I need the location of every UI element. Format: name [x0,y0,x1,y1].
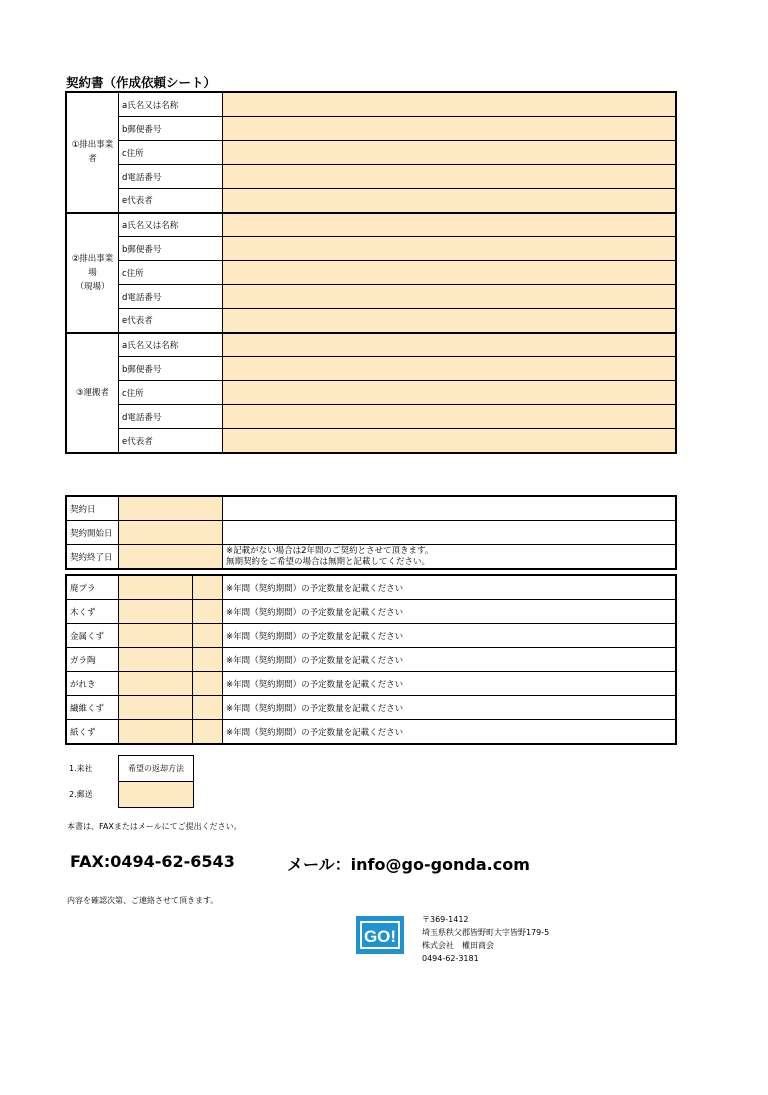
group-1-rep-input[interactable] [223,189,676,213]
submit-note: 本書は、FAXまたはメールにてご提出ください。 [67,822,242,831]
group-3-name-input[interactable] [223,333,676,357]
field-label: d電話番号 [119,165,223,189]
field-label: d電話番号 [119,285,223,309]
confirm-note: 内容を確認次第、ご連絡させて頂きます。 [67,896,219,905]
waste-unit-input[interactable] [193,576,223,600]
field-label: a氏名又は名称 [119,213,223,237]
group-2-address-input[interactable] [223,261,676,285]
field-label: d電話番号 [119,405,223,429]
waste-qty-input[interactable] [119,624,193,648]
logo-icon [356,916,404,954]
waste-note: ※年間（契約期間）の予定数量を記載ください [223,600,676,624]
return-method-table [118,755,194,808]
field-label: e代表者 [119,189,223,213]
waste-note: ※年間（契約期間）の予定数量を記載ください [223,696,676,720]
group-1-name-input[interactable] [223,93,676,117]
waste-table [66,575,676,744]
waste-qty-input[interactable] [119,696,193,720]
group-2-name-input[interactable] [223,213,676,237]
waste-qty-input[interactable] [119,672,193,696]
field-label: b郵便番号 [119,237,223,261]
contract-date-input[interactable] [119,497,223,521]
group-2-label: ②排出事業場 （現場） [67,213,119,333]
group-1-postal-input[interactable] [223,117,676,141]
group-3-postal-input[interactable] [223,357,676,381]
field-label: c住所 [119,261,223,285]
group-3-address-input[interactable] [223,381,676,405]
field-label: a氏名又は名称 [119,333,223,357]
waste-note: ※年間（契約期間）の予定数量を記載ください [223,624,676,648]
waste-item-label: 木くず [67,600,119,624]
group-2-phone-input[interactable] [223,285,676,309]
page-title: 契約書（作成依頼シート） [66,75,217,90]
waste-item-label: 廃プラ [67,576,119,600]
mail-address: メール：info@go-gonda.com [287,855,530,874]
company-name: 株式会社 權田商会 [422,941,494,950]
svg-text:GO!: GO! [363,927,397,946]
contract-end-label: 契約終了日 [67,545,119,569]
contract-start-input[interactable] [119,521,223,545]
company-address-block [422,913,549,965]
group-1-address-input[interactable] [223,141,676,165]
waste-qty-input[interactable] [119,576,193,600]
waste-qty-input[interactable] [119,648,193,672]
field-label: e代表者 [119,309,223,333]
field-label: b郵便番号 [119,117,223,141]
party-table [66,92,676,453]
return-method-input[interactable] [119,782,194,808]
waste-unit-input[interactable] [193,648,223,672]
group-1-phone-input[interactable] [223,165,676,189]
waste-note: ※年間（契約期間）の予定数量を記載ください [223,648,676,672]
group-3-phone-input[interactable] [223,405,676,429]
group-3-rep-input[interactable] [223,429,676,453]
field-label: e代表者 [119,429,223,453]
waste-item-label: 紙くず [67,720,119,744]
company-postal: 〒369-1412 [422,915,469,924]
waste-qty-input[interactable] [119,720,193,744]
return-method-header: 希望の返却方法 [119,756,194,782]
contract-date-label: 契約日 [67,497,119,521]
waste-note: ※年間（契約期間）の予定数量を記載ください [223,720,676,744]
waste-unit-input[interactable] [193,624,223,648]
waste-unit-input[interactable] [193,696,223,720]
waste-qty-input[interactable] [119,600,193,624]
group-3-label: ③運搬者 [67,333,119,453]
waste-unit-input[interactable] [193,672,223,696]
waste-item-label: 金属くず [67,624,119,648]
waste-item-label: がれき [67,672,119,696]
field-label: a氏名又は名称 [119,93,223,117]
return-option-1: 1.来社 [69,764,93,773]
fax-number: FAX:0494-62-6543 [70,852,235,871]
waste-unit-input[interactable] [193,600,223,624]
contract-start-label: 契約開始日 [67,521,119,545]
company-logo [356,916,404,954]
waste-note: ※年間（契約期間）の予定数量を記載ください [223,672,676,696]
field-label: c住所 [119,381,223,405]
return-option-2: 2.郵送 [69,790,93,799]
contract-end-note: ※記載がない場合は2年間のご契約とさせて頂きます。 無期契約をご希望の場合は無期と記載してください。 [223,545,676,569]
waste-item-label: 繊維くず [67,696,119,720]
contract-end-input[interactable] [119,545,223,569]
waste-unit-input[interactable] [193,720,223,744]
company-address: 埼玉県秩父郡皆野町大字皆野179-5 [422,928,550,937]
field-label: c住所 [119,141,223,165]
waste-note: ※年間（契約期間）の予定数量を記載ください [223,576,676,600]
contract-table [66,496,676,569]
group-2-rep-input[interactable] [223,309,676,333]
field-label: b郵便番号 [119,357,223,381]
group-1-label: ①排出事業者 [67,93,119,213]
company-phone: 0494-62-3181 [422,954,479,963]
group-2-postal-input[interactable] [223,237,676,261]
waste-item-label: ガラ陶 [67,648,119,672]
